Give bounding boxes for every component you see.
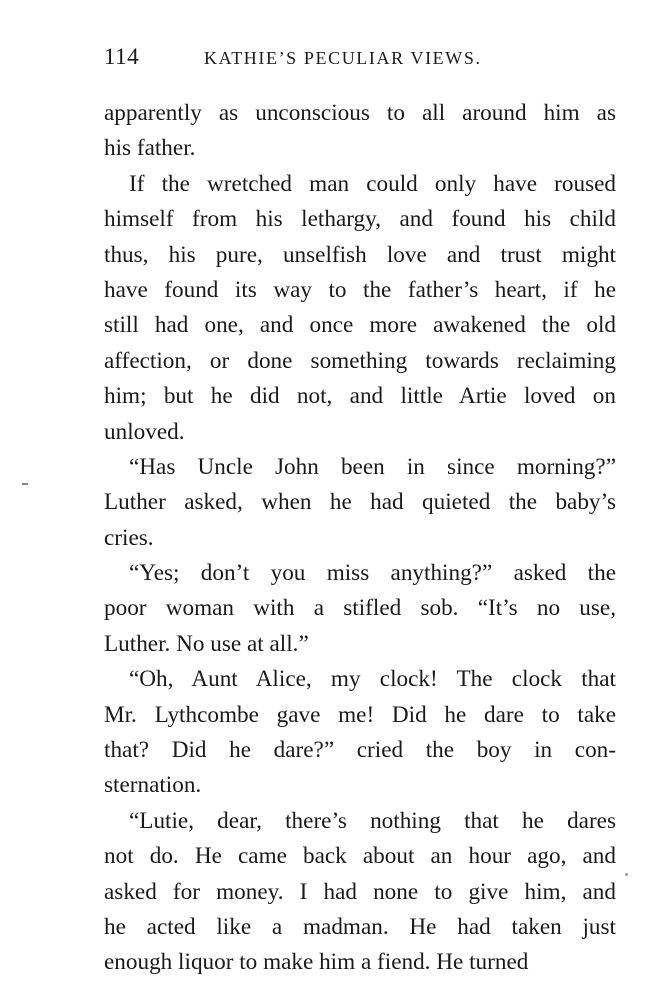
text-line: enough liquor to make him a fiend. He turned (104, 949, 529, 976)
text-line: apparently as unconscious to all around him as (104, 100, 616, 126)
text-line: Luther. No use at all.” (104, 630, 309, 657)
paragraph (104, 450, 616, 556)
text-line: have found its way to the father’s heart, if he (104, 276, 616, 303)
text-line: “Has Uncle John been in since morning?” (129, 453, 616, 480)
text-line: asked for money. I had none to give him, and (104, 878, 616, 905)
text-line: himself from his lethargy, and found his child (104, 206, 616, 233)
paragraph (104, 556, 616, 662)
text-line: he acted like a madman. He had taken just (104, 913, 616, 940)
text-line: “Lutie, dear, there’s nothing that he dares (129, 807, 616, 834)
text-line: affection, or done something towards reclaiming (104, 347, 616, 374)
text-line: that? Did he dare?” cried the boy in con- (104, 737, 616, 764)
body-text (104, 96, 616, 981)
text-line: his father. (104, 135, 196, 162)
margin-dot (625, 873, 628, 876)
page-number: 114 (104, 44, 140, 69)
paragraph (104, 804, 616, 981)
text-line: sternation. (104, 772, 202, 799)
text-line: cries. (104, 524, 154, 551)
margin-mark (22, 483, 28, 485)
text-line: not do. He came back about an hour ago, and (104, 843, 616, 870)
text-line: If the wretched man could only have roused (129, 170, 616, 197)
page-header (104, 38, 616, 82)
text-line: thus, his pure, unselfish love and trust might (104, 241, 616, 268)
paragraph (104, 167, 616, 450)
book-page (104, 38, 616, 981)
text-line: still had one, and once more awakened the old (104, 312, 616, 339)
text-line: poor woman with a stifled sob. “It’s no use, (104, 595, 616, 622)
text-line: “Yes; don’t you miss anything?” asked the (129, 560, 616, 587)
paragraph (104, 96, 616, 167)
text-line: Luther asked, when he had quieted the baby’s (104, 489, 616, 516)
text-line: unloved. (104, 418, 185, 445)
text-line: him; but he did not, and little Artie loved on (104, 383, 616, 410)
text-line: “Oh, Aunt Alice, my clock! The clock that (129, 666, 616, 693)
paragraph (104, 662, 616, 804)
text-line: Mr. Lythcombe gave me! Did he dare to take (104, 701, 616, 728)
running-head: KATHIE’S PECULIAR VIEWS. (204, 48, 482, 68)
